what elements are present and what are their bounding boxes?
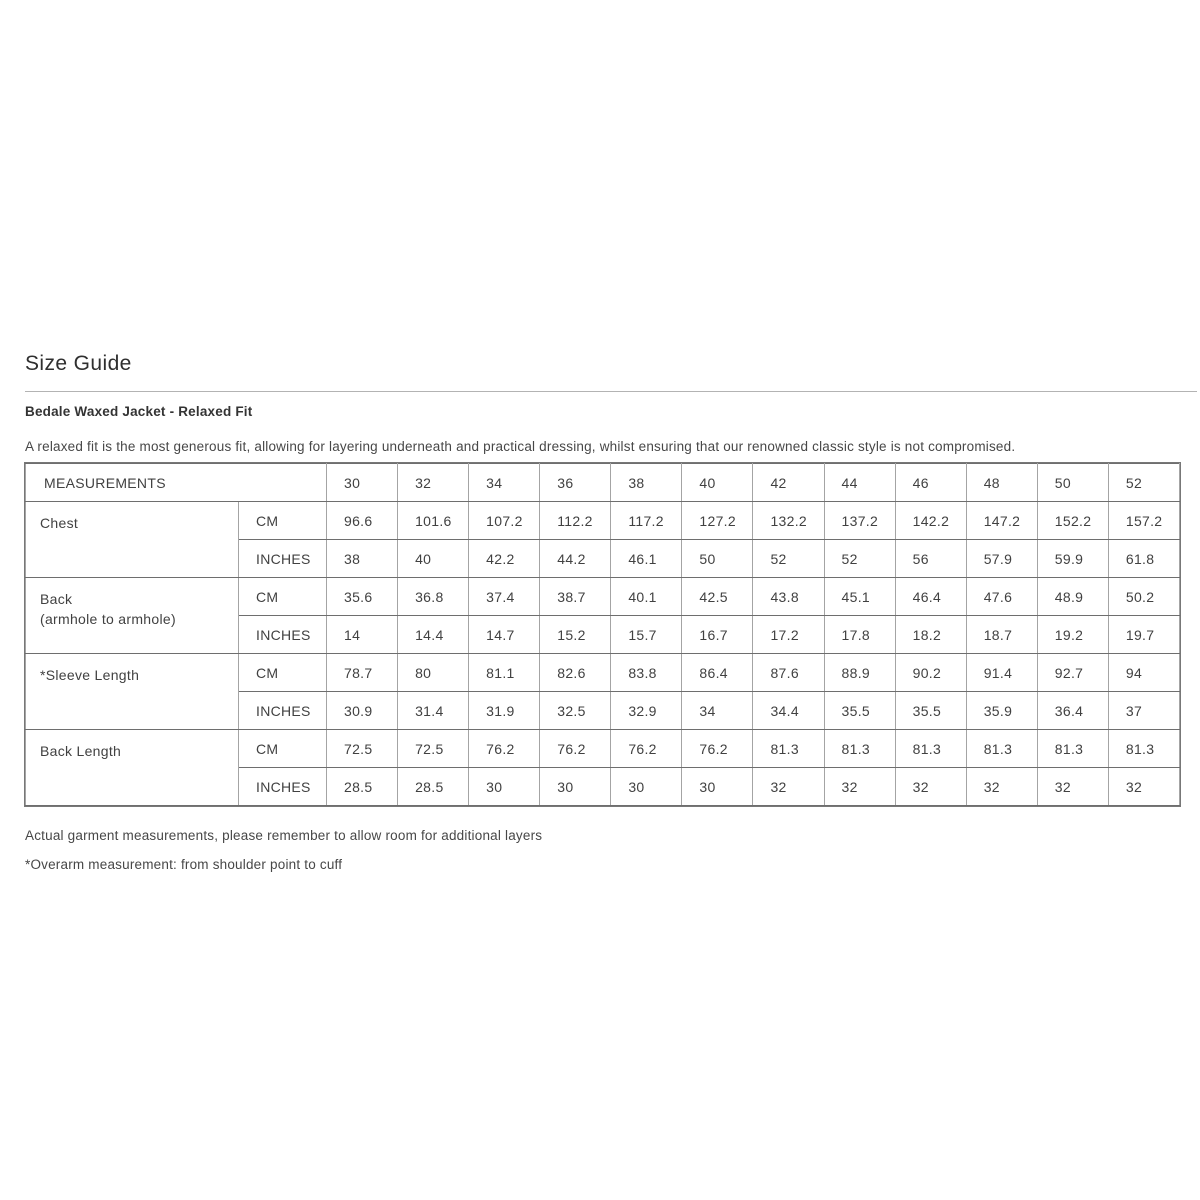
table-cell: 81.3 <box>895 730 966 768</box>
table-cell: 56 <box>895 540 966 578</box>
table-cell: 88.9 <box>824 654 895 692</box>
size-column-header: 50 <box>1037 464 1108 502</box>
table-cell: 46.1 <box>611 540 682 578</box>
fit-description: A relaxed fit is the most generous fit, allowing for layering underneath and practical dressing, whilst ensuring that our renowned classic style is not compromised. <box>25 439 1016 454</box>
table-cell: 107.2 <box>469 502 540 540</box>
unit-label-cm: CM <box>239 730 327 768</box>
size-table-container <box>24 462 1181 807</box>
table-cell: 14.7 <box>469 616 540 654</box>
table-cell: 35.6 <box>327 578 398 616</box>
table-cell: 81.3 <box>1108 730 1179 768</box>
table-cell: 76.2 <box>540 730 611 768</box>
measurement-label-line1: Back <box>40 591 73 607</box>
table-cell: 36.8 <box>398 578 469 616</box>
table-cell: 92.7 <box>1037 654 1108 692</box>
table-cell: 52 <box>824 540 895 578</box>
unit-label-inches: INCHES <box>239 768 327 806</box>
table-cell: 34.4 <box>753 692 824 730</box>
table-cell: 81.3 <box>824 730 895 768</box>
unit-label-inches: INCHES <box>239 616 327 654</box>
measurement-label-line1: Back Length <box>40 743 122 759</box>
table-cell: 37 <box>1108 692 1179 730</box>
table-cell: 19.7 <box>1108 616 1179 654</box>
table-cell: 15.7 <box>611 616 682 654</box>
size-column-header: 44 <box>824 464 895 502</box>
unit-label-inches: INCHES <box>239 540 327 578</box>
table-cell: 30.9 <box>327 692 398 730</box>
table-cell: 32 <box>824 768 895 806</box>
table-cell: 32 <box>966 768 1037 806</box>
table-cell: 32 <box>1037 768 1108 806</box>
table-cell: 40.1 <box>611 578 682 616</box>
table-cell: 32 <box>895 768 966 806</box>
note-overarm-measurement: *Overarm measurement: from shoulder point to cuff <box>25 856 343 872</box>
table-cell: 42.5 <box>682 578 753 616</box>
table-cell: 28.5 <box>398 768 469 806</box>
table-cell: 17.2 <box>753 616 824 654</box>
size-column-header: 46 <box>895 464 966 502</box>
measurement-label-sleeve-length <box>26 654 239 730</box>
table-cell: 15.2 <box>540 616 611 654</box>
measurements-header: MEASUREMENTS <box>26 464 327 502</box>
table-cell: 94 <box>1108 654 1179 692</box>
table-cell: 47.6 <box>966 578 1037 616</box>
product-title: Bedale Waxed Jacket - Relaxed Fit <box>25 404 253 419</box>
table-cell: 30 <box>540 768 611 806</box>
table-cell: 72.5 <box>327 730 398 768</box>
table-cell: 14 <box>327 616 398 654</box>
table-row <box>26 502 1180 540</box>
table-row <box>26 578 1180 616</box>
table-cell: 137.2 <box>824 502 895 540</box>
table-cell: 52 <box>753 540 824 578</box>
table-cell: 81.3 <box>753 730 824 768</box>
table-cell: 38 <box>327 540 398 578</box>
table-cell: 127.2 <box>682 502 753 540</box>
note-garment-measurements: Actual garment measurements, please remember to allow room for additional layers <box>25 827 543 843</box>
divider <box>25 391 1197 392</box>
table-cell: 18.7 <box>966 616 1037 654</box>
measurement-label-back-length <box>26 730 239 806</box>
table-cell: 36.4 <box>1037 692 1108 730</box>
table-cell: 76.2 <box>682 730 753 768</box>
size-column-header: 32 <box>398 464 469 502</box>
table-cell: 46.4 <box>895 578 966 616</box>
table-cell: 76.2 <box>611 730 682 768</box>
table-cell: 96.6 <box>327 502 398 540</box>
table-cell: 147.2 <box>966 502 1037 540</box>
table-cell: 86.4 <box>682 654 753 692</box>
table-cell: 30 <box>611 768 682 806</box>
table-cell: 38.7 <box>540 578 611 616</box>
measurement-label-back <box>26 578 239 654</box>
table-cell: 28.5 <box>327 768 398 806</box>
table-cell: 30 <box>682 768 753 806</box>
table-cell: 82.6 <box>540 654 611 692</box>
table-cell: 16.7 <box>682 616 753 654</box>
unit-label-cm: CM <box>239 578 327 616</box>
unit-label-cm: CM <box>239 654 327 692</box>
size-column-header: 52 <box>1108 464 1179 502</box>
table-cell: 80 <box>398 654 469 692</box>
table-cell: 40 <box>398 540 469 578</box>
table-cell: 19.2 <box>1037 616 1108 654</box>
table-cell: 142.2 <box>895 502 966 540</box>
table-cell: 91.4 <box>966 654 1037 692</box>
table-cell: 35.9 <box>966 692 1037 730</box>
table-cell: 57.9 <box>966 540 1037 578</box>
measurement-label-line1: Chest <box>40 515 79 531</box>
table-cell: 132.2 <box>753 502 824 540</box>
table-cell: 45.1 <box>824 578 895 616</box>
table-cell: 76.2 <box>469 730 540 768</box>
table-cell: 81.1 <box>469 654 540 692</box>
table-cell: 48.9 <box>1037 578 1108 616</box>
table-cell: 37.4 <box>469 578 540 616</box>
table-cell: 14.4 <box>398 616 469 654</box>
table-cell: 101.6 <box>398 502 469 540</box>
table-cell: 31.4 <box>398 692 469 730</box>
table-cell: 59.9 <box>1037 540 1108 578</box>
size-table <box>25 463 1180 806</box>
table-cell: 31.9 <box>469 692 540 730</box>
table-cell: 34 <box>682 692 753 730</box>
table-cell: 35.5 <box>824 692 895 730</box>
size-header-row <box>26 464 1180 502</box>
table-cell: 117.2 <box>611 502 682 540</box>
table-cell: 112.2 <box>540 502 611 540</box>
table-cell: 32.5 <box>540 692 611 730</box>
table-cell: 83.8 <box>611 654 682 692</box>
table-cell: 152.2 <box>1037 502 1108 540</box>
table-row <box>26 654 1180 692</box>
table-cell: 43.8 <box>753 578 824 616</box>
table-cell: 50 <box>682 540 753 578</box>
table-cell: 157.2 <box>1108 502 1179 540</box>
unit-label-cm: CM <box>239 502 327 540</box>
size-column-header: 42 <box>753 464 824 502</box>
table-cell: 81.3 <box>1037 730 1108 768</box>
table-cell: 87.6 <box>753 654 824 692</box>
table-cell: 61.8 <box>1108 540 1179 578</box>
table-cell: 72.5 <box>398 730 469 768</box>
size-column-header: 48 <box>966 464 1037 502</box>
table-row <box>26 730 1180 768</box>
measurement-label-line2: (armhole to armhole) <box>40 611 176 627</box>
size-column-header: 40 <box>682 464 753 502</box>
table-cell: 81.3 <box>966 730 1037 768</box>
page-title: Size Guide <box>25 352 132 375</box>
table-cell: 18.2 <box>895 616 966 654</box>
table-cell: 78.7 <box>327 654 398 692</box>
size-column-header: 38 <box>611 464 682 502</box>
table-cell: 90.2 <box>895 654 966 692</box>
size-column-header: 30 <box>327 464 398 502</box>
table-cell: 32 <box>1108 768 1179 806</box>
size-column-header: 36 <box>540 464 611 502</box>
table-cell: 32 <box>753 768 824 806</box>
table-cell: 50.2 <box>1108 578 1179 616</box>
table-cell: 30 <box>469 768 540 806</box>
measurement-label-chest <box>26 502 239 578</box>
table-cell: 44.2 <box>540 540 611 578</box>
table-cell: 17.8 <box>824 616 895 654</box>
table-cell: 32.9 <box>611 692 682 730</box>
measurement-label-line1: *Sleeve Length <box>40 667 140 683</box>
size-column-header: 34 <box>469 464 540 502</box>
table-cell: 42.2 <box>469 540 540 578</box>
unit-label-inches: INCHES <box>239 692 327 730</box>
table-cell: 35.5 <box>895 692 966 730</box>
